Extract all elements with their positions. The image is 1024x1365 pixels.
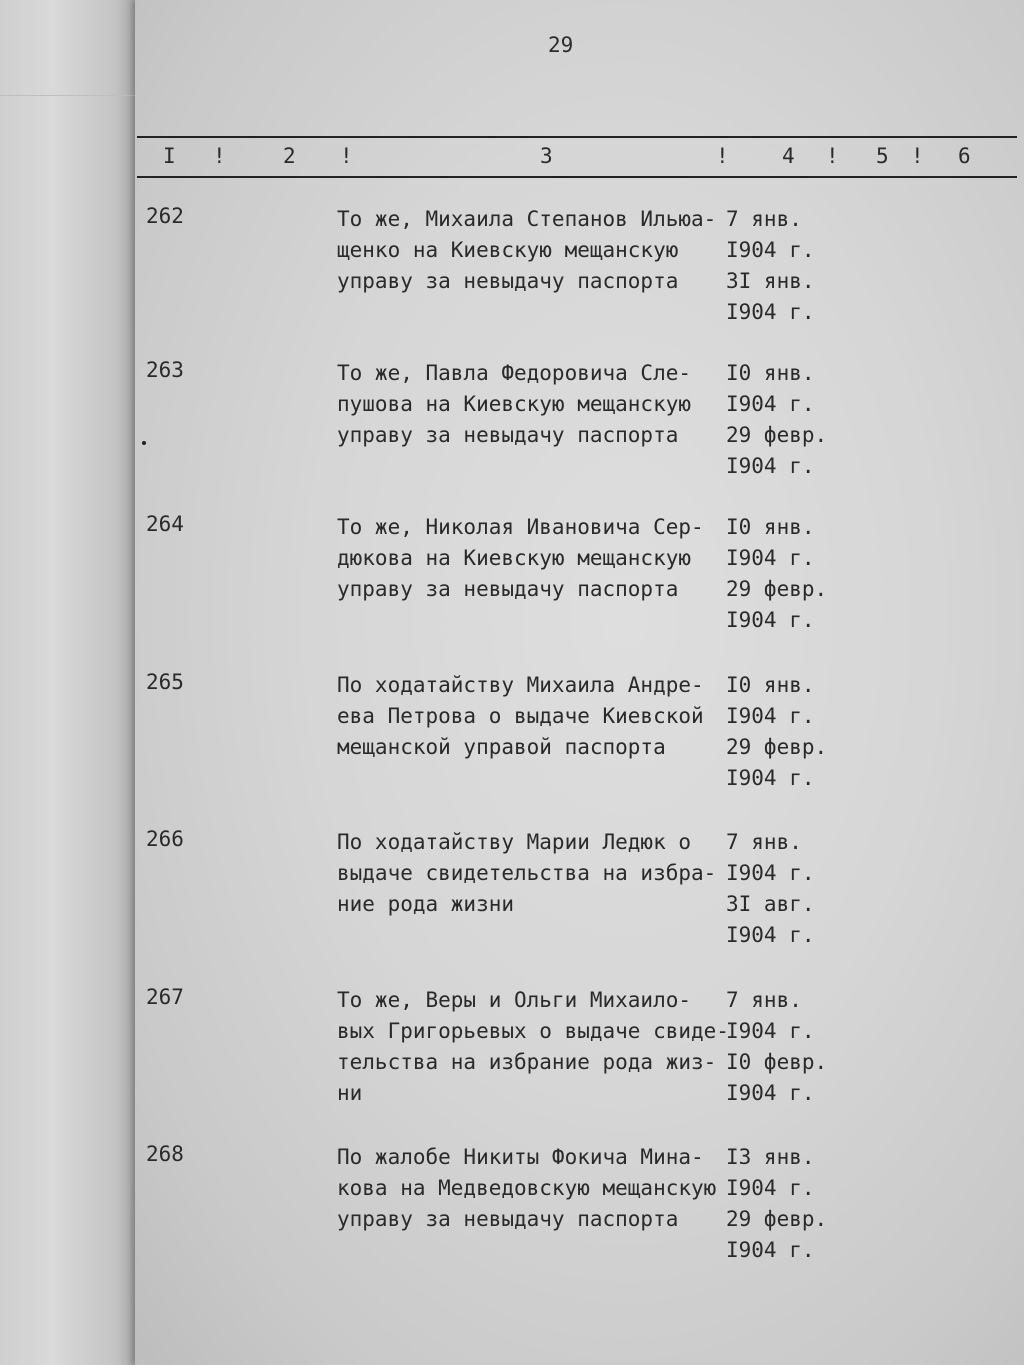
entry-description (337, 358, 717, 451)
entry-dates (726, 358, 827, 482)
description-line: По ходатайству Марии Ледюк о (337, 830, 692, 854)
entry-dates (726, 1142, 827, 1266)
entry-description (337, 1142, 717, 1235)
date-line: 29 февр. (726, 577, 828, 601)
column-header-5: 5 (876, 144, 889, 168)
entry-dates (726, 512, 827, 636)
date-line: I904 г. (726, 454, 815, 478)
date-line: I0 янв. (726, 361, 815, 385)
column-header-6: 6 (958, 144, 971, 168)
description-line: То же, Веры и Ольги Михаило- (337, 988, 692, 1012)
date-line: I0 янв. (726, 673, 815, 697)
date-line: I904 г. (726, 1081, 815, 1105)
column-header-1: I (163, 144, 176, 168)
description-line: тельства на избрание рода жиз- (337, 1050, 717, 1074)
description-line: щенко на Киевскую мещанскую (337, 238, 679, 262)
date-line: 3I авг. (726, 892, 815, 916)
date-line: I904 г. (726, 608, 815, 632)
date-line: I904 г. (726, 546, 815, 570)
description-line: управу за невыдачу паспорта (337, 1207, 679, 1231)
register-entry (0, 358, 1024, 508)
description-line: мещанской управой паспорта (337, 735, 666, 759)
date-line: I904 г. (726, 704, 815, 728)
date-line: 29 февр. (726, 735, 828, 759)
date-line: 29 февр. (726, 423, 828, 447)
date-line: I904 г. (726, 861, 815, 885)
date-line: I904 г. (726, 923, 815, 947)
date-line: 29 февр. (726, 1207, 828, 1231)
description-line: кова на Медведовскую мещанскую (337, 1176, 717, 1200)
column-separator: ! (911, 144, 924, 168)
description-line: выдаче свидетельства на избра- (337, 861, 717, 885)
date-line: I3 янв. (726, 1145, 815, 1169)
column-separator: ! (826, 144, 839, 168)
description-line: вых Григорьевых о выдаче свиде- (337, 1019, 729, 1043)
column-header-2: 2 (283, 144, 296, 168)
entry-number: 265 (146, 670, 184, 694)
date-line: I904 г. (726, 1176, 815, 1200)
entry-dates (726, 670, 827, 794)
entry-number: 267 (146, 985, 184, 1009)
column-separator: ! (340, 144, 353, 168)
header-bottom-rule (137, 176, 1017, 178)
register-entry (0, 1142, 1024, 1292)
entry-number: 266 (146, 827, 184, 851)
date-line: I904 г. (726, 238, 815, 262)
description-line: управу за невыдачу паспорта (337, 423, 679, 447)
description-line: То же, Павла Федоровича Сле- (337, 361, 692, 385)
entry-number: 264 (146, 512, 184, 536)
date-line: I904 г. (726, 300, 815, 324)
entry-number: 268 (146, 1142, 184, 1166)
description-line: ни (337, 1081, 363, 1105)
column-header-3: 3 (540, 144, 553, 168)
entry-description (337, 985, 729, 1109)
date-line: 3I янв. (726, 269, 815, 293)
description-line: То же, Михаила Степанов Ильюа- (337, 207, 717, 231)
register-entry (0, 985, 1024, 1135)
column-header-4: 4 (782, 144, 795, 168)
entry-description (337, 670, 717, 763)
register-entry (0, 670, 1024, 820)
date-line: I0 февр. (726, 1050, 828, 1074)
entry-number: 262 (146, 204, 184, 228)
register-entry (0, 827, 1024, 977)
entry-description (337, 512, 717, 605)
description-line: пушова на Киевскую мещанскую (337, 392, 692, 416)
entry-dates (726, 985, 827, 1109)
entry-dates (726, 204, 815, 328)
column-separator: ! (716, 144, 729, 168)
description-line: ние рода жизни (337, 892, 515, 916)
description-line: То же, Николая Ивановича Сер- (337, 515, 704, 539)
date-line: I0 янв. (726, 515, 815, 539)
column-separator: ! (213, 144, 226, 168)
date-line: I904 г. (726, 392, 815, 416)
entry-number: 263 (146, 358, 184, 382)
register-entry (0, 204, 1024, 354)
description-line: По жалобе Никиты Фокича Мина- (337, 1145, 704, 1169)
description-line: управу за невыдачу паспорта (337, 269, 679, 293)
description-line: ева Петрова о выдаче Киевской (337, 704, 704, 728)
date-line: 7 янв. (726, 207, 802, 231)
entry-description (337, 827, 717, 920)
register-entry (0, 512, 1024, 662)
date-line: I904 г. (726, 1238, 815, 1262)
description-line: дюкова на Киевскую мещанскую (337, 546, 692, 570)
description-line: управу за невыдачу паспорта (337, 577, 679, 601)
date-line: 7 янв. (726, 988, 802, 1012)
entry-dates (726, 827, 815, 951)
header-top-rule (137, 136, 1017, 138)
date-line: I904 г. (726, 1019, 815, 1043)
date-line: I904 г. (726, 766, 815, 790)
description-line: По ходатайству Михаила Андре- (337, 673, 704, 697)
date-line: 7 янв. (726, 830, 802, 854)
page-number: 29 (548, 33, 574, 57)
entry-description (337, 204, 717, 297)
